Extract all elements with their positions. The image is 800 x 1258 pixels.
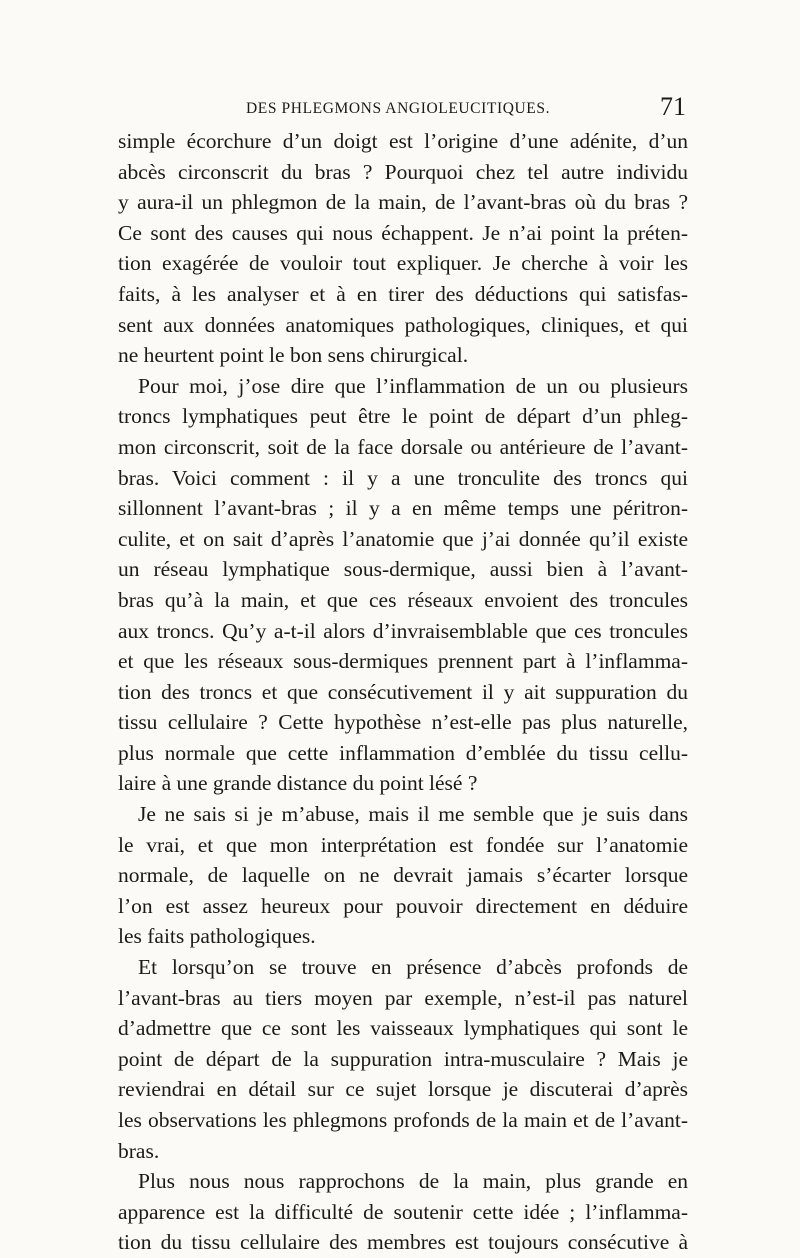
text-line: bras qu’à la main, et que ces réseaux envoient des troncules xyxy=(118,587,688,612)
text-line: simple écorchure d’un doigt est l’origine d’une adénite, d’un xyxy=(118,129,688,153)
text-line: tion des troncs et que consécutivement il y ait suppuration du xyxy=(118,679,688,704)
text-line: les faits pathologiques. xyxy=(118,924,316,949)
text-line: tion du tissu cellulaire des membres est toujours consécutive à xyxy=(118,1230,688,1255)
text-line: ne heurtent point le bon sens chirurgical. xyxy=(118,343,469,368)
text-line: tissu cellulaire ? Cette hypothèse n’est-elle pas plus naturelle, xyxy=(118,710,688,735)
text-line: Plus nous nous rapprochons de la main, plus grande en xyxy=(138,1169,688,1194)
text-line: un réseau lymphatique sous-dermique, aussi bien à l’avant- xyxy=(118,557,688,582)
running-title: DES PHLEGMONS ANGIOLEUCITIQUES. xyxy=(246,100,551,117)
text-line: aux troncs. Qu’y a-t-il alors d’invraisemblable que ces troncules xyxy=(118,618,688,643)
text-line: troncs lymphatiques peut être le point de départ d’un phleg- xyxy=(118,404,688,429)
text-line: sent aux données anatomiques pathologiques, cliniques, et qui xyxy=(118,312,688,337)
text-line: normale, de laquelle on ne devrait jamais s’écarter lorsque xyxy=(118,863,688,888)
text-line: Je ne sais si je m’abuse, mais il me semble que je suis dans xyxy=(138,802,688,827)
text-line: Ce sont des causes qui nous échappent. Je n’ai point la préten- xyxy=(118,220,688,245)
text-line: point de départ de la suppuration intra-musculaire ? Mais je xyxy=(118,1046,688,1071)
text-line: bras. Voici comment : il y a une tronculite des troncs qui xyxy=(118,465,688,490)
text-line: l’avant-bras au tiers moyen par exemple, n’est-il pas naturel xyxy=(118,985,688,1010)
text-line: reviendrai en détail sur ce sujet lorsque je discuterai d’après xyxy=(118,1077,688,1102)
text-line: apparence est la difficulté de soutenir cette idée ; l’inflamma- xyxy=(118,1199,688,1224)
text-line: les observations les phlegmons profonds de la main et de l’avant- xyxy=(118,1108,688,1132)
text-line: laire à une grande distance du point lésé ? xyxy=(118,771,478,796)
text-line: le vrai, et que mon interprétation est fondée sur l’anatomie xyxy=(118,832,688,857)
page-number: 71 xyxy=(660,92,686,121)
text-line: sillonnent l’avant-bras ; il y a en même temps une péritron- xyxy=(118,496,688,521)
text-line: faits, à les analyser et à en tirer des déductions qui satisfas- xyxy=(118,281,688,306)
text-line: plus normale que cette inflammation d’emblée du tissu cellu- xyxy=(118,740,688,765)
text-line: l’on est assez heureux pour pouvoir directement en déduire xyxy=(118,893,688,918)
text-line: mon circonscrit, soit de la face dorsale ou antérieure de l’avant- xyxy=(118,434,688,459)
page-header xyxy=(118,92,688,122)
text-line: culite, et on sait d’après l’anatomie que j’ai donnée qu’il existe xyxy=(118,526,688,551)
text-line: tion exagérée de vouloir tout expliquer. Je cherche à voir les xyxy=(118,251,688,276)
body-text xyxy=(118,126,688,1258)
text-line: Et lorsqu’on se trouve en présence d’abcès profonds de xyxy=(138,955,688,980)
text-line: et que les réseaux sous-dermiques prennent part à l’inflamma- xyxy=(118,649,688,674)
text-line: Pour moi, j’ose dire que l’inflammation de un ou plusieurs xyxy=(138,373,688,398)
text-line: y aura-il un phlegmon de la main, de l’avant-bras où du bras ? xyxy=(118,190,688,215)
text-line: d’admettre que ce sont les vaisseaux lymphatiques qui sont le xyxy=(118,1016,688,1041)
text-line: abcès circonscrit du bras ? Pourquoi chez tel autre individu xyxy=(118,159,688,184)
text-line: bras. xyxy=(118,1138,160,1163)
